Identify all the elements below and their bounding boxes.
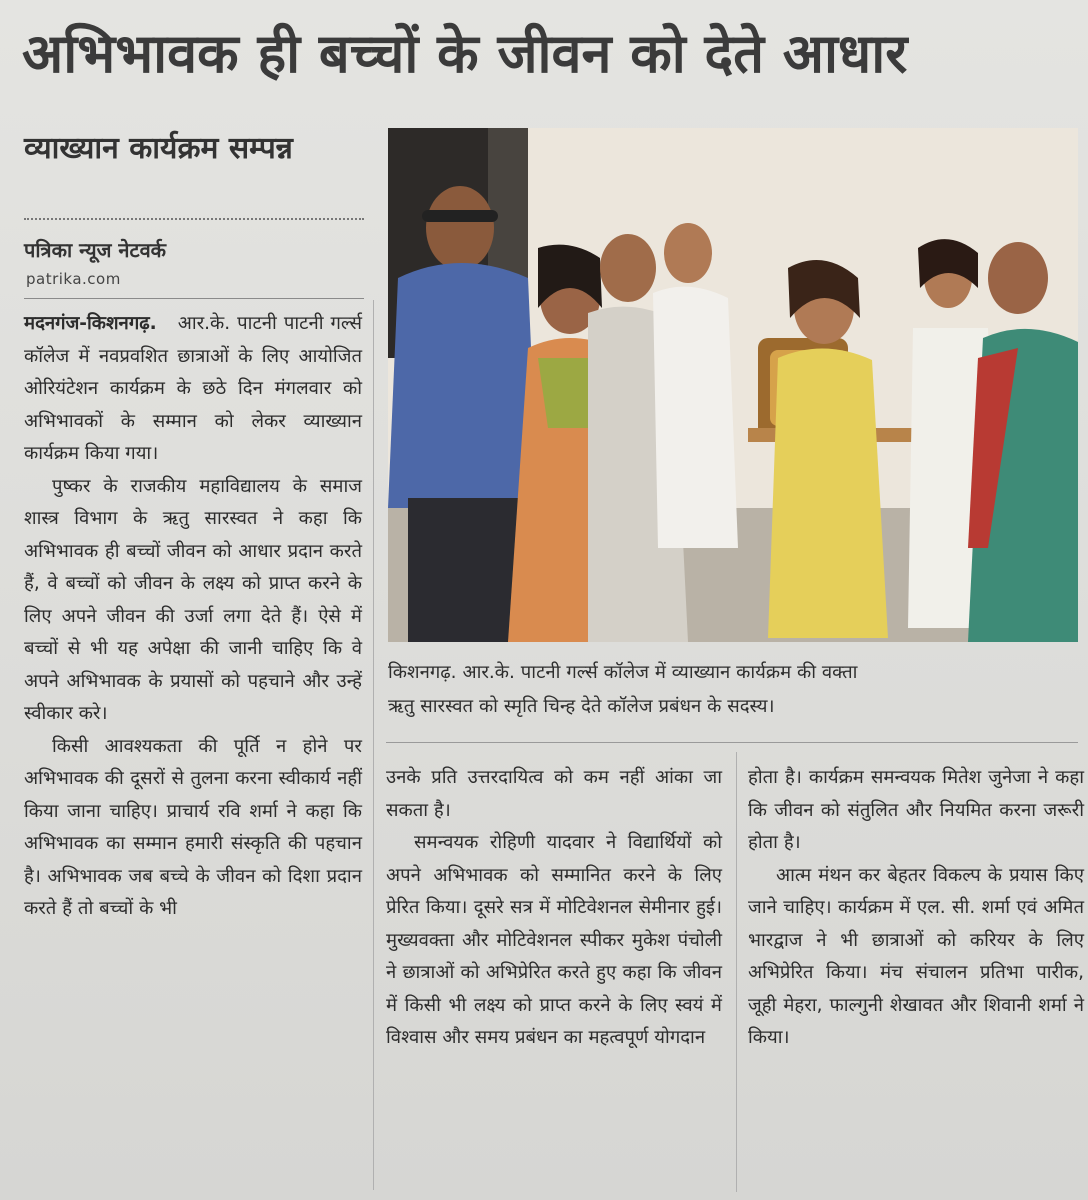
group-photo-illustration <box>388 128 1078 642</box>
dotted-divider <box>24 218 364 220</box>
paragraph: पुष्कर के राजकीय महाविद्यालय के समाज शास्त्र विभाग के ऋतु सारस्वत ने कहा कि अभिभावक ही बच्चों जीवन को आधार प्रदान करते हैं, वे बच्चों को जीवन के लक्ष्य को प्राप्त करने के लिए अपने जीवन की उर्जा लगा देते हैं। ऐसे में बच्चों से भी यह अपेक्षा की जानी चाहिए कि वे अपने अभिभावक के प्रयासों को पहचाने और उन्हें स्वीकार करे। <box>24 475 362 724</box>
paragraph: होता है। कार्यक्रम समन्वयक मितेश जुनेजा ने कहा कि जीवन को संतुलित और नियमित करना जरूरी होता है। <box>748 767 1084 853</box>
byline-website: patrika.com <box>26 270 121 288</box>
event-photo <box>388 128 1078 642</box>
dateline: मदनगंज-किशनगढ़. <box>24 313 157 334</box>
photo-caption <box>388 656 1078 724</box>
article-column-1 <box>24 308 362 926</box>
paragraph <box>24 308 362 471</box>
paragraph-text: आर.के. पाटनी पाटनी गर्ल्स कॉलेज में नवप्रवशित छात्राओं के लिए आयोजित ओरियंटेशन कार्यक्रम के छठे दिन मंगलवार को अभिभावकों के सम्मान को लेकर व्याख्यान कार्यक्रम किया गया। <box>24 313 362 464</box>
article-column-2 <box>386 762 722 1055</box>
caption-line-1: किशनगढ़. आर.के. पाटनी गर्ल्स कॉलेज में व्याख्यान कार्यक्रम की वक्ता <box>388 662 858 683</box>
byline: पत्रिका न्यूज नेटवर्क <box>24 238 167 262</box>
byline-divider <box>24 298 364 299</box>
subheadline: व्याख्यान कार्यक्रम सम्पन्न <box>24 131 293 166</box>
column-divider <box>373 300 374 1190</box>
paragraph: समन्वयक रोहिणी यादवार ने विद्यार्थियों को अपने अभिभावक को सम्मानित करने के लिए प्रेरित किया। दूसरे सत्र में मोटिवेशनल सेमीनार हुई। मुख्यवक्ता और मोटिवेशनल स्पीकर मुकेश पंचोली ने छात्राओं को अभिप्रेरित करते हुए कहा कि जीवन में किसी भी लक्ष्य को प्राप्त करने के लिए स्वयं में विश्वास और समय प्रबंधन का महत्वपूर्ण योगदान <box>386 832 722 1048</box>
column-divider <box>736 752 737 1192</box>
caption-line-2: ऋतु सारस्वत को स्मृति चिन्ह देते कॉलेज प्रबंधन के सदस्य। <box>388 696 775 717</box>
headline: अभिभावक ही बच्चों के जीवन को देते आधार <box>22 22 908 85</box>
caption-divider <box>386 742 1078 743</box>
paragraph: किसी आवश्यकता की पूर्ति न होने पर अभिभावक की दूसरों से तुलना करना स्वीकार्य नहीं किया जाना चाहिए। प्राचार्य रवि शर्मा ने कहा कि अभिभावक का सम्मान हमारी संस्कृति की पहचान है। अभिभावक जब बच्चे के जीवन को दिशा प्रदान करते हैं तो बच्चों के भी <box>24 735 362 919</box>
paragraph: आत्म मंथन कर बेहतर विकल्प के प्रयास किए जाने चाहिए। कार्यक्रम में एल. सी. शर्मा एवं अमित भारद्वाज ने भी छात्राओं को करियर के लिए अभिप्रेरित किया। मंच संचालन प्रतिभा पारीक, जूही मेहरा, फाल्गुनी शेखावत और शिवानी शर्मा ने किया। <box>748 864 1084 1048</box>
article-column-3 <box>748 762 1084 1055</box>
paragraph: उनके प्रति उत्तरदायित्व को कम नहीं आंका जा सकता है। <box>386 767 722 821</box>
